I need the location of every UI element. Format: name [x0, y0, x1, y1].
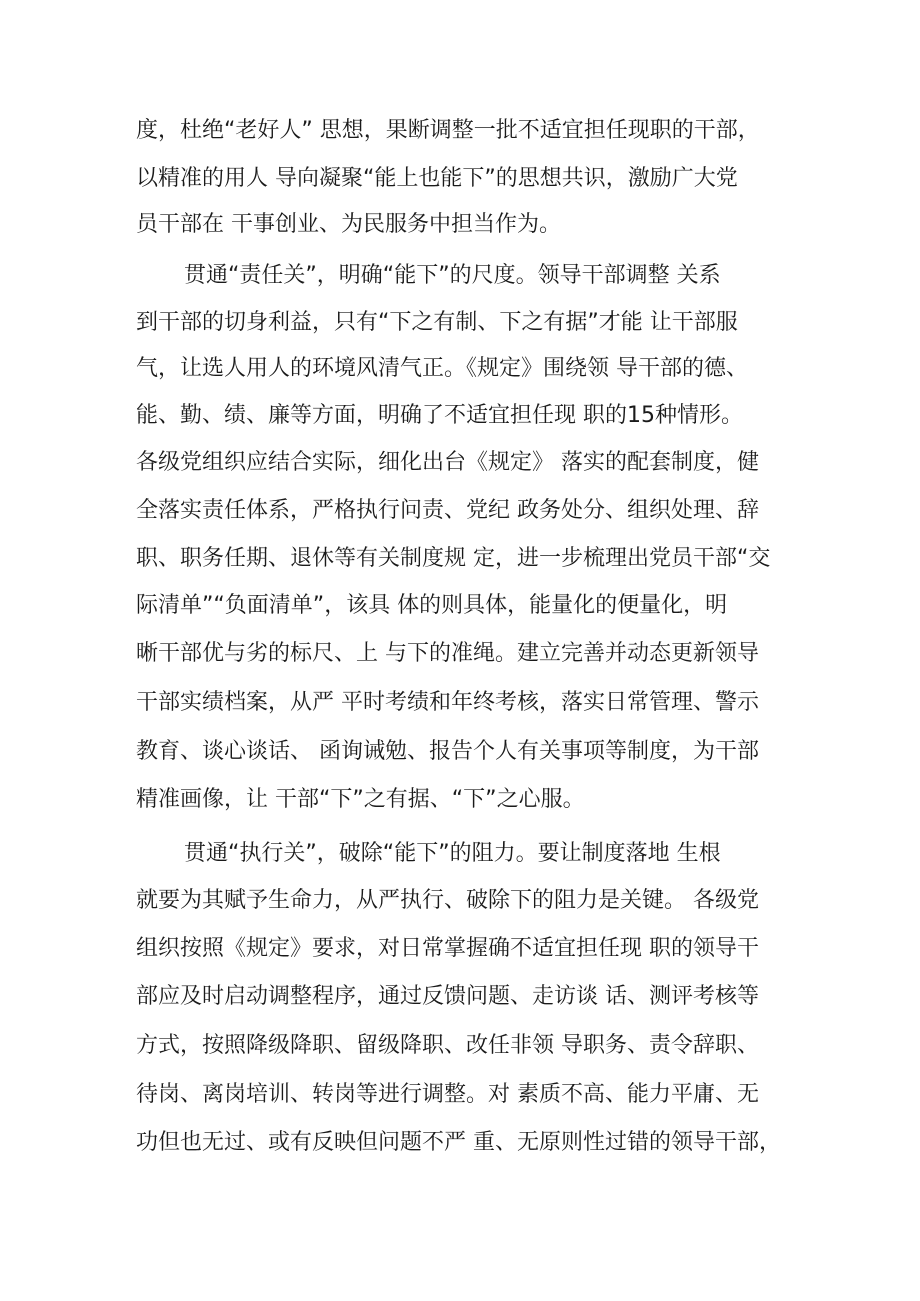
text-line: 功但也无过、或有反映但问题不严 重、无原则性过错的领导干部， — [136, 1130, 781, 1155]
text-line: 各级党组织应结合实际，细化出台《规定》 落实的配套制度，健 — [136, 450, 759, 475]
text-line: 职、职务任期、退休等有关制度规 定，进一步梳理出党员干部“交 — [136, 546, 771, 571]
text-line: 到干部的切身利益，只有“下之有制、下之有据”才能 让干部服 — [136, 310, 738, 335]
text-line: 员干部在 干事创业、为民服务中担当作为。 — [136, 212, 561, 237]
text-line: 干部实绩档案，从严 平时考绩和年终考核，落实日常管理、警示 — [136, 690, 759, 715]
text-line: 就要为其赋予生命力，从严执行、破除下的阻力是关键。 各级党 — [136, 888, 759, 913]
text-line: 以精准的用人 导向凝聚“能上也能下”的思想共识，激励广大党 — [136, 166, 738, 191]
text-line: 组织按照《规定》要求，对日常掌握确不适宜担任现 职的领导干 — [136, 936, 759, 961]
text-line: 气，让选人用人的环境风清气正。《规定》围绕领 导干部的德、 — [136, 356, 748, 381]
text-line: 方式，按照降级降职、留级降职、改任非领 导职务、责令辞职、 — [136, 1033, 759, 1058]
text-line: 度，杜绝“老好人” 思想，果断调整一批不适宜担任现职的干部， — [136, 118, 760, 143]
text-line: 精准画像，让 干部“下”之有据、“下”之心服。 — [136, 787, 585, 812]
text-line: 全落实责任体系，严格执行问责、党纪 政务处分、组织处理、辞 — [136, 498, 759, 523]
text-line: 能、勤、绩、廉等方面，明确了不适宜担任现 职的15种情形。 — [136, 403, 743, 428]
text-line: 教育、谈心谈话、 函询诫勉、报告个人有关事项等制度，为干部 — [136, 739, 759, 764]
text-line: 晰干部优与劣的标尺、上 与下的准绳。建立完善并动态更新领导 — [136, 641, 759, 666]
text-line: 贯通“责任关”，明确“能下”的尺度。领导干部调整 关系 — [184, 263, 721, 288]
text-line: 贯通“执行关”，破除“能下”的阻力。要让制度落地 生根 — [184, 841, 721, 866]
text-line: 部应及时启动调整程序，通过反馈问题、走访谈 话、测评考核等 — [136, 984, 759, 1009]
text-line: 待岗、离岗培训、转岗等进行调整。对 素质不高、能力平庸、无 — [136, 1082, 759, 1107]
text-line: 际清单”“负面清单”，该具 体的则具体，能量化的便量化，明 — [136, 593, 728, 618]
